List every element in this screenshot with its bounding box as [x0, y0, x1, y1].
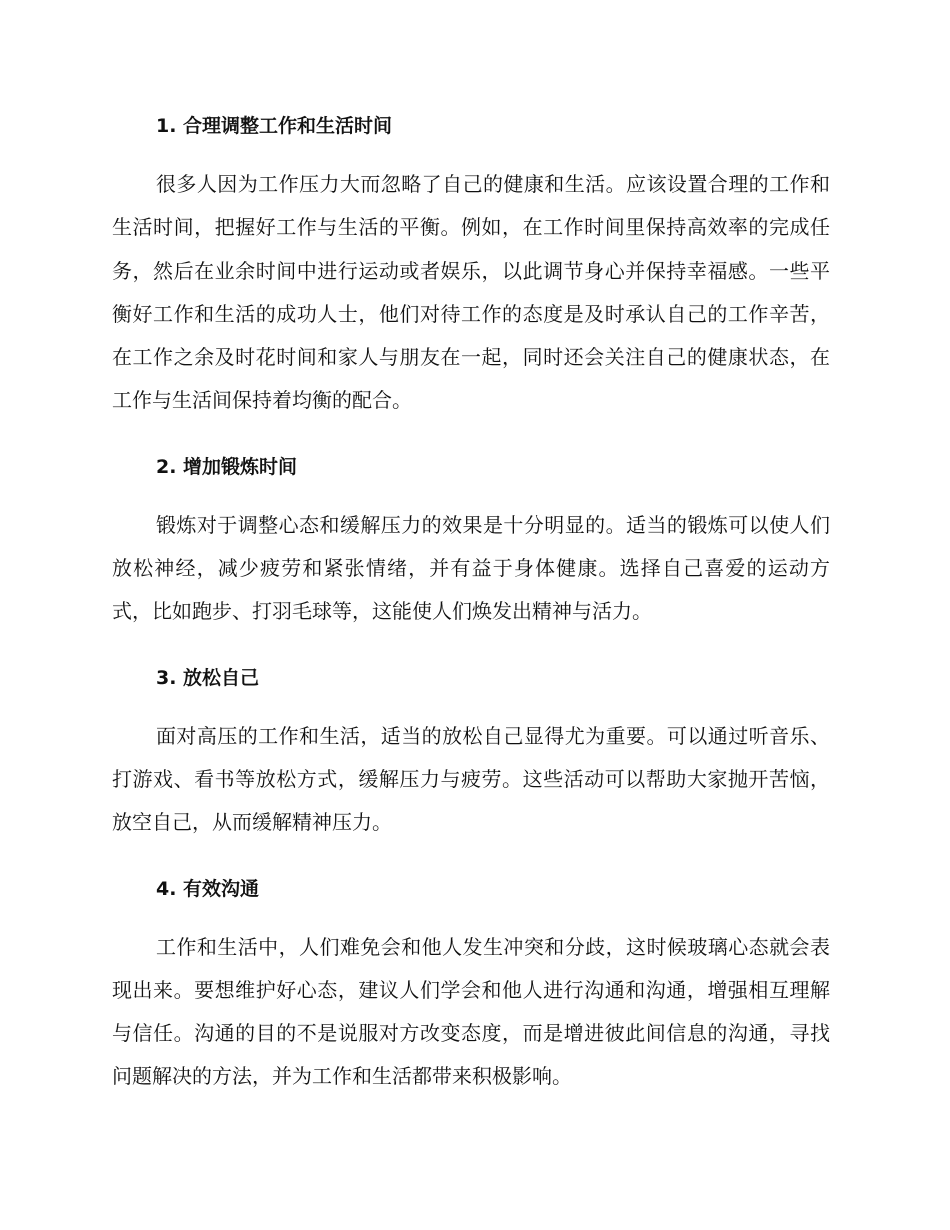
section-paragraph: 面对高压的工作和生活，适当的放松自己显得尤为重要。可以通过听音乐、打游戏、看书等放松方式，缓解压力与疲劳。这些活动可以帮助大家抛开苦恼，放空自己，从而缓解精神压力。 [112, 723, 830, 835]
section-heading: 1. 合理调整工作和生活时间 [156, 115, 393, 137]
section-4 [112, 871, 830, 1099]
section-2 [112, 449, 830, 634]
section-3 [112, 660, 830, 845]
section-paragraph: 很多人因为工作压力大而忽略了自己的健康和生活。应该设置合理的工作和生活时间，把握好工作与生活的平衡。例如，在工作时间里保持高效率的完成任务，然后在业余时间中进行运动或者娱乐，以此调节身心并保持幸福感。一些平衡好工作和生活的成功人士，他们对待工作的态度是及时承认自己的工作辛苦，在工作之余及时花时间和家人与朋友在一起，同时还会关注自己的健康状态，在工作与生活间保持着均衡的配合。 [112, 172, 830, 413]
section-1 [112, 108, 830, 423]
section-heading: 3. 放松自己 [156, 666, 260, 689]
document-page [112, 108, 830, 1125]
section-paragraph: 工作和生活中，人们难免会和他人发生冲突和分歧，这时候玻璃心态就会表现出来。要想维护好心态，建议人们学会和他人进行沟通和沟通，增强相互理解与信任。沟通的目的不是说服对方改变态度，而是增进彼此间信息的沟通，寻找问题解决的方法，并为工作和生活都带来积极影响。 [112, 934, 830, 1089]
section-heading: 2. 增加锻炼时间 [156, 455, 298, 478]
section-heading: 4. 有效沟通 [156, 877, 260, 900]
section-paragraph: 锻炼对于调整心态和缓解压力的效果是十分明显的。适当的锻炼可以使人们放松神经，减少疲劳和紧张情绪，并有益于身体健康。选择自己喜爱的运动方式，比如跑步、打羽毛球等，这能使人们焕发出精神与活力。 [112, 512, 830, 624]
